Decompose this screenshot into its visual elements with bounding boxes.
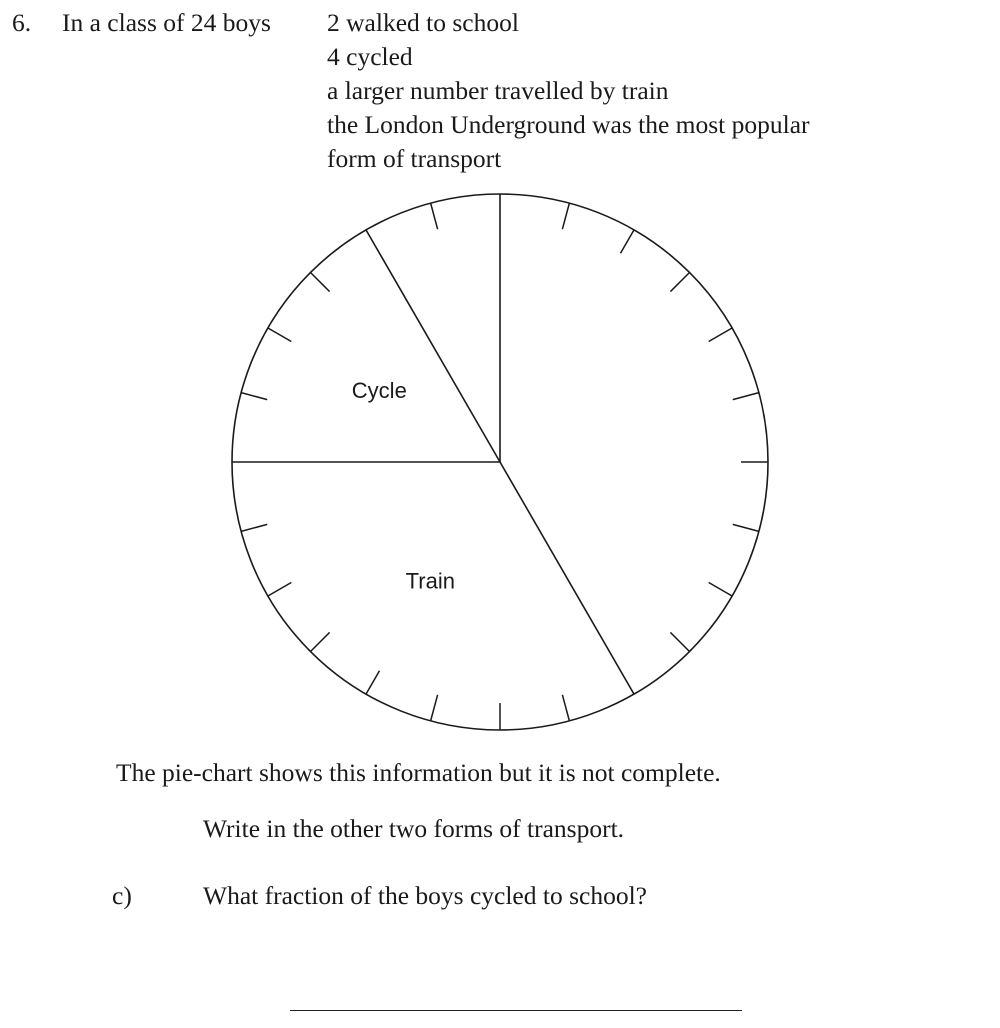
- pie-tick: [366, 671, 380, 694]
- pie-tick: [733, 524, 759, 531]
- pie-tick: [311, 632, 330, 651]
- pie-tick: [311, 273, 330, 292]
- pie-tick: [709, 583, 732, 597]
- fact-cycled: 4 cycled: [327, 42, 413, 71]
- question-number: 6.: [12, 8, 32, 37]
- pie-tick: [621, 230, 635, 253]
- pie-tick: [431, 695, 438, 721]
- part-c-label: c): [112, 881, 132, 910]
- pie-tick: [268, 328, 291, 342]
- fact-underground-cont: form of transport: [327, 144, 502, 173]
- pie-tick: [670, 273, 689, 292]
- instruction-write-transport: Write in the other two forms of transport.: [203, 814, 625, 843]
- pie-tick: [733, 393, 759, 400]
- pie-tick: [241, 393, 267, 400]
- slice-label-cycle: Cycle: [351, 378, 407, 404]
- fact-train: a larger number travelled by train: [327, 76, 669, 105]
- pie-tick: [670, 632, 689, 651]
- pie-tick: [431, 203, 438, 229]
- slice-boundary: [366, 230, 500, 462]
- question-intro: In a class of 24 boys: [62, 8, 271, 37]
- pie-tick: [562, 695, 569, 721]
- pie-tick: [562, 203, 569, 229]
- pie-tick: [241, 524, 267, 531]
- pie-tick: [709, 328, 732, 342]
- part-c-question: What fraction of the boys cycled to school?: [203, 881, 647, 910]
- fact-walked: 2 walked to school: [327, 8, 519, 37]
- fact-underground: the London Underground was the most popular: [327, 110, 810, 139]
- answer-line[interactable]: [290, 1010, 742, 1011]
- pie-tick: [268, 583, 291, 597]
- slice-boundary: [500, 462, 634, 694]
- slice-label-train: Train: [405, 568, 455, 594]
- statement-incomplete: The pie-chart shows this information but it is not complete.: [116, 758, 721, 787]
